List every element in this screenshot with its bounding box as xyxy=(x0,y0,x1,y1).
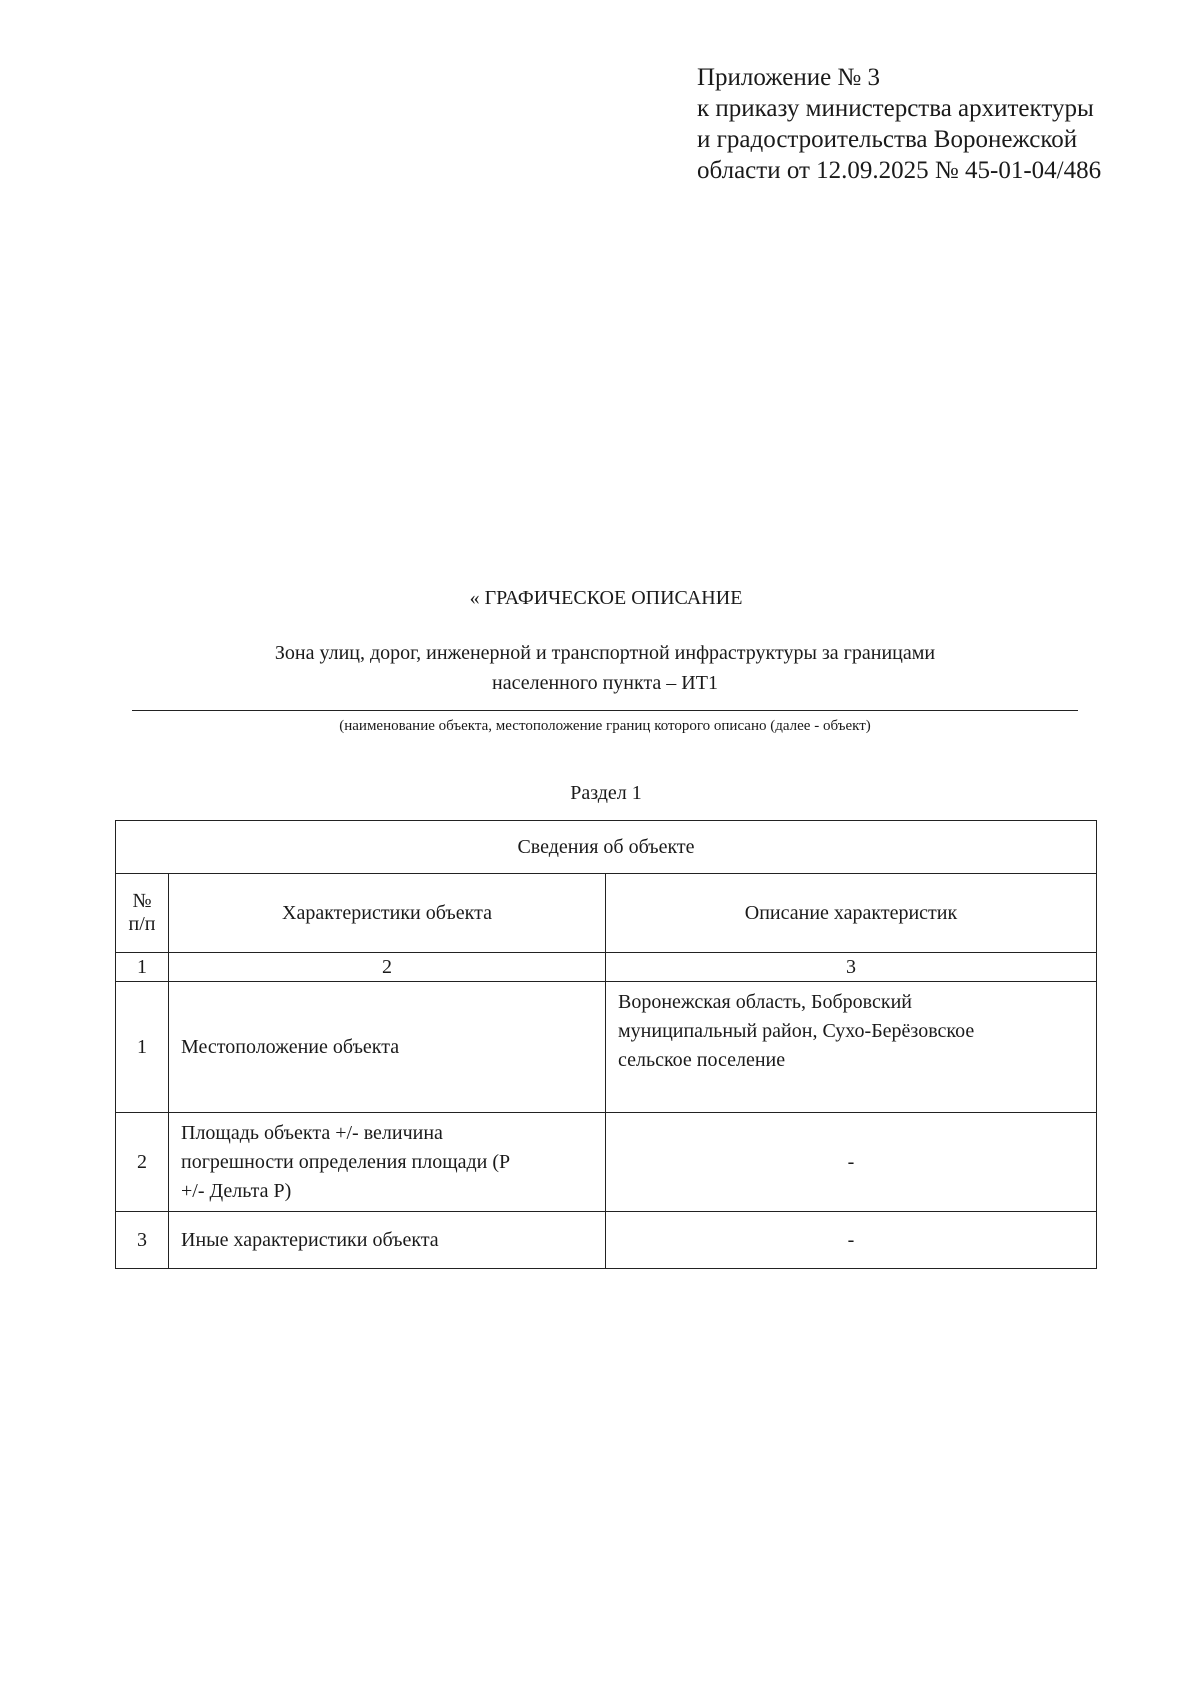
object-name xyxy=(130,638,1080,698)
table-header-row xyxy=(116,874,1097,953)
row-number: 1 xyxy=(116,982,169,1113)
row-number: 2 xyxy=(116,1113,169,1212)
row-characteristic-line: погрешности определения площади (Р xyxy=(181,1150,511,1173)
header-number-line: № xyxy=(132,890,152,912)
header-number xyxy=(116,874,169,953)
header-characteristic: Характеристики объекта xyxy=(169,874,606,953)
object-info-table xyxy=(115,820,1097,1269)
object-name-caption: (наименование объекта, местоположение границ которого описано (далее - объект) xyxy=(339,718,871,734)
appendix-line: и градостроительства Воронежской xyxy=(697,126,1078,153)
object-name-underline xyxy=(132,710,1078,711)
row-characteristic: Иные характеристики объекта xyxy=(169,1212,606,1269)
column-number: 1 xyxy=(116,953,169,982)
appendix-line: к приказу министерства архитектуры xyxy=(697,95,1094,122)
table-row xyxy=(116,1212,1097,1269)
row-description: - xyxy=(606,1212,1097,1269)
column-number-row xyxy=(116,953,1097,982)
appendix-header xyxy=(697,62,1177,186)
table-caption-row xyxy=(116,821,1097,874)
row-characteristic-line: +/- Дельта Р) xyxy=(181,1179,292,1202)
row-description-line: сельское поселение xyxy=(618,1049,786,1071)
row-number: 3 xyxy=(116,1212,169,1269)
table-row xyxy=(116,982,1097,1113)
section-heading: Раздел 1 xyxy=(570,782,642,804)
row-description-line: муниципальный район, Сухо-Берёзовское xyxy=(618,1020,975,1042)
row-description-line: Воронежская область, Бобровский xyxy=(618,991,913,1013)
row-characteristic xyxy=(169,1113,606,1212)
table-caption: Сведения об объекте xyxy=(116,821,1097,874)
appendix-line: Приложение № 3 xyxy=(697,64,881,91)
object-name-line: Зона улиц, дорог, инженерной и транспортной инфраструктуры за границами xyxy=(274,642,936,664)
appendix-line: области от 12.09.2025 № 45-01-04/486 xyxy=(697,157,1102,184)
object-name-line: населенного пункта – ИТ1 xyxy=(492,672,718,694)
row-characteristic: Местоположение объекта xyxy=(169,982,606,1113)
column-number: 2 xyxy=(169,953,606,982)
table-row xyxy=(116,1113,1097,1212)
row-description: - xyxy=(606,1113,1097,1212)
header-description: Описание характеристик xyxy=(606,874,1097,953)
document-title: « ГРАФИЧЕСКОЕ ОПИСАНИЕ xyxy=(469,587,743,609)
column-number: 3 xyxy=(606,953,1097,982)
row-description xyxy=(606,982,1097,1113)
header-number-line: п/п xyxy=(128,913,156,935)
row-characteristic-line: Площадь объекта +/- величина xyxy=(181,1121,443,1144)
